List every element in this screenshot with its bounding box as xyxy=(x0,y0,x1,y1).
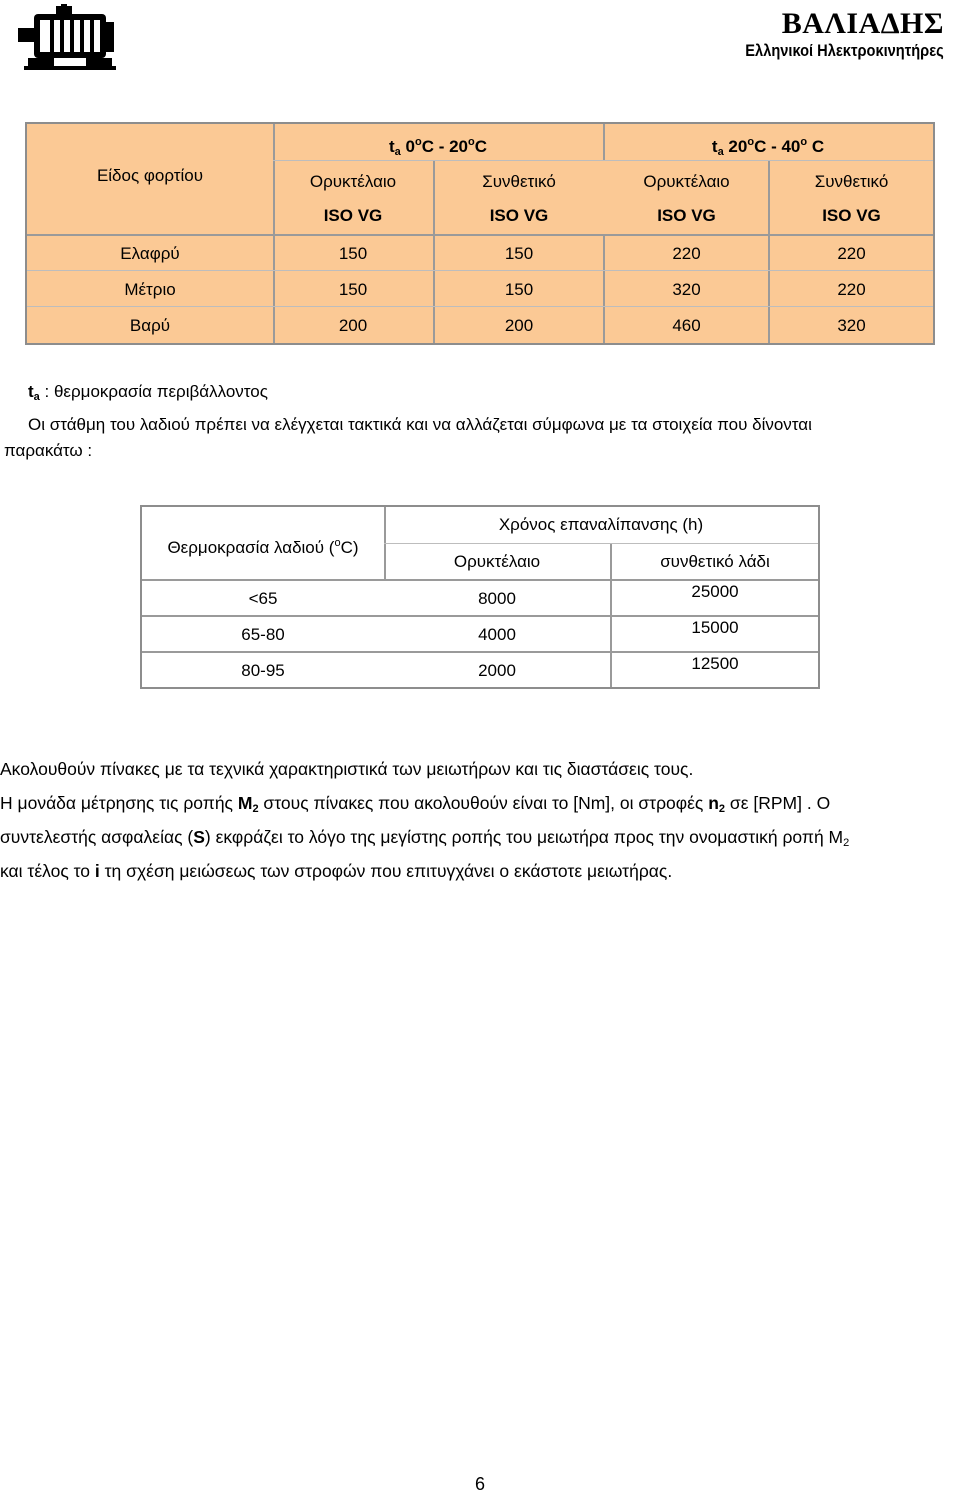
subheader-grade: ISO VG xyxy=(323,206,383,225)
group-header-0-20: $t_a$ 0$^o$C - 20$^o$C xyxy=(388,136,488,158)
relubrication-header: Χρόνος επαναλίπανσης (h) xyxy=(498,515,704,534)
table-cell: 460 xyxy=(672,316,701,335)
subheader-grade: ISO VG xyxy=(657,206,716,225)
page-number: 6 xyxy=(474,1474,485,1494)
mineral-cell: 4000 xyxy=(478,625,516,644)
paragraph-line-4: και τέλος το i τη σχέση μειώσεως των στροφών που επιτυγχάνει ο εκάστοτε μειωτήρας. xyxy=(0,861,673,881)
table-cell: 320 xyxy=(837,316,866,335)
row-label: Μέτριο xyxy=(124,280,176,299)
subheader-type: Ορυκτέλαιο xyxy=(643,172,730,191)
subheader-grade: ISO VG xyxy=(822,206,881,225)
mineral-cell: 8000 xyxy=(478,589,516,608)
group-header-20-40: $t_a$ 20$^o$C - 40$^o$ C xyxy=(711,136,825,158)
intro-line-2: παρακάτω : xyxy=(4,441,93,460)
table-cell: 150 xyxy=(504,244,534,263)
paragraph-line-2: Η μονάδα μέτρησης τις ροπής $M_2$ στους πίνακες που ακολουθούν είναι το [Nm], οι στροφές $n_2$ σε [RPM] . Ο xyxy=(0,793,831,815)
synthetic-cell: 15000 xyxy=(691,618,739,637)
table-cell: 320 xyxy=(672,280,701,299)
table-cell: 200 xyxy=(504,316,534,335)
electric-motor-icon xyxy=(14,4,124,70)
paragraph-line-3: συντελεστής ασφαλείας (S) εκφράζει το λόγο της μεγίστης ροπής του μειωτήρα προς την ονομαστική ροπή $M_2$ xyxy=(0,827,850,849)
subheader-type: Ορυκτέλαιο xyxy=(309,172,397,191)
relubrication-table xyxy=(140,505,820,689)
table-cell: 150 xyxy=(504,280,534,299)
synthetic-cell: 12500 xyxy=(691,654,739,673)
temperature-cell: 80-95 xyxy=(241,661,285,680)
row-label: Βαρύ xyxy=(129,316,171,335)
legend-line: $t_a$ : θερμοκρασία περιβάλλοντος xyxy=(28,382,268,403)
table-cell: 220 xyxy=(837,244,866,263)
synthetic-cell: 25000 xyxy=(691,582,739,601)
brand-block xyxy=(713,8,944,62)
brand-subtitle: Ελληνικοί Ηλεκτροκινητήρες xyxy=(745,41,944,60)
temperature-cell: 65-80 xyxy=(241,625,285,644)
table-cell: 220 xyxy=(837,280,866,299)
table-cell: 220 xyxy=(672,244,701,263)
table-cell: 200 xyxy=(338,316,368,335)
lubricant-grade-table xyxy=(25,122,935,345)
synthetic-column-header: συνθετικό λάδι xyxy=(660,552,770,571)
subheader-type: Συνθετικό xyxy=(814,172,889,191)
paragraph-line-1: Ακολουθούν πίνακες με τα τεχνικά χαρακτηριστικά των μειωτήρων και τις διαστάσεις τους. xyxy=(0,759,694,779)
subheader-type: Συνθετικό xyxy=(482,172,556,191)
corner-label: Είδος φορτίου xyxy=(96,166,204,185)
table-cell: 150 xyxy=(338,280,368,299)
body-paragraph xyxy=(0,752,960,892)
temperature-cell: <65 xyxy=(248,589,278,608)
mineral-column-header: Ορυκτέλαιο xyxy=(453,552,541,571)
intro-line-1: Οι στάθμη του λαδιού πρέπει να ελέγχεται τακτικά και να αλλάζεται σύμφωνα με τα στοιχεία που δίνονται xyxy=(28,415,812,434)
table-cell: 150 xyxy=(338,244,368,263)
brand-name: ΒΑΛΙΑΔΗΣ xyxy=(781,7,944,40)
temperature-header: Θερμοκρασία λαδιού ($^o$C) xyxy=(167,537,359,557)
mineral-cell: 2000 xyxy=(478,661,516,680)
row-label: Ελαφρύ xyxy=(120,244,180,263)
subheader-grade: ISO VG xyxy=(489,206,549,225)
